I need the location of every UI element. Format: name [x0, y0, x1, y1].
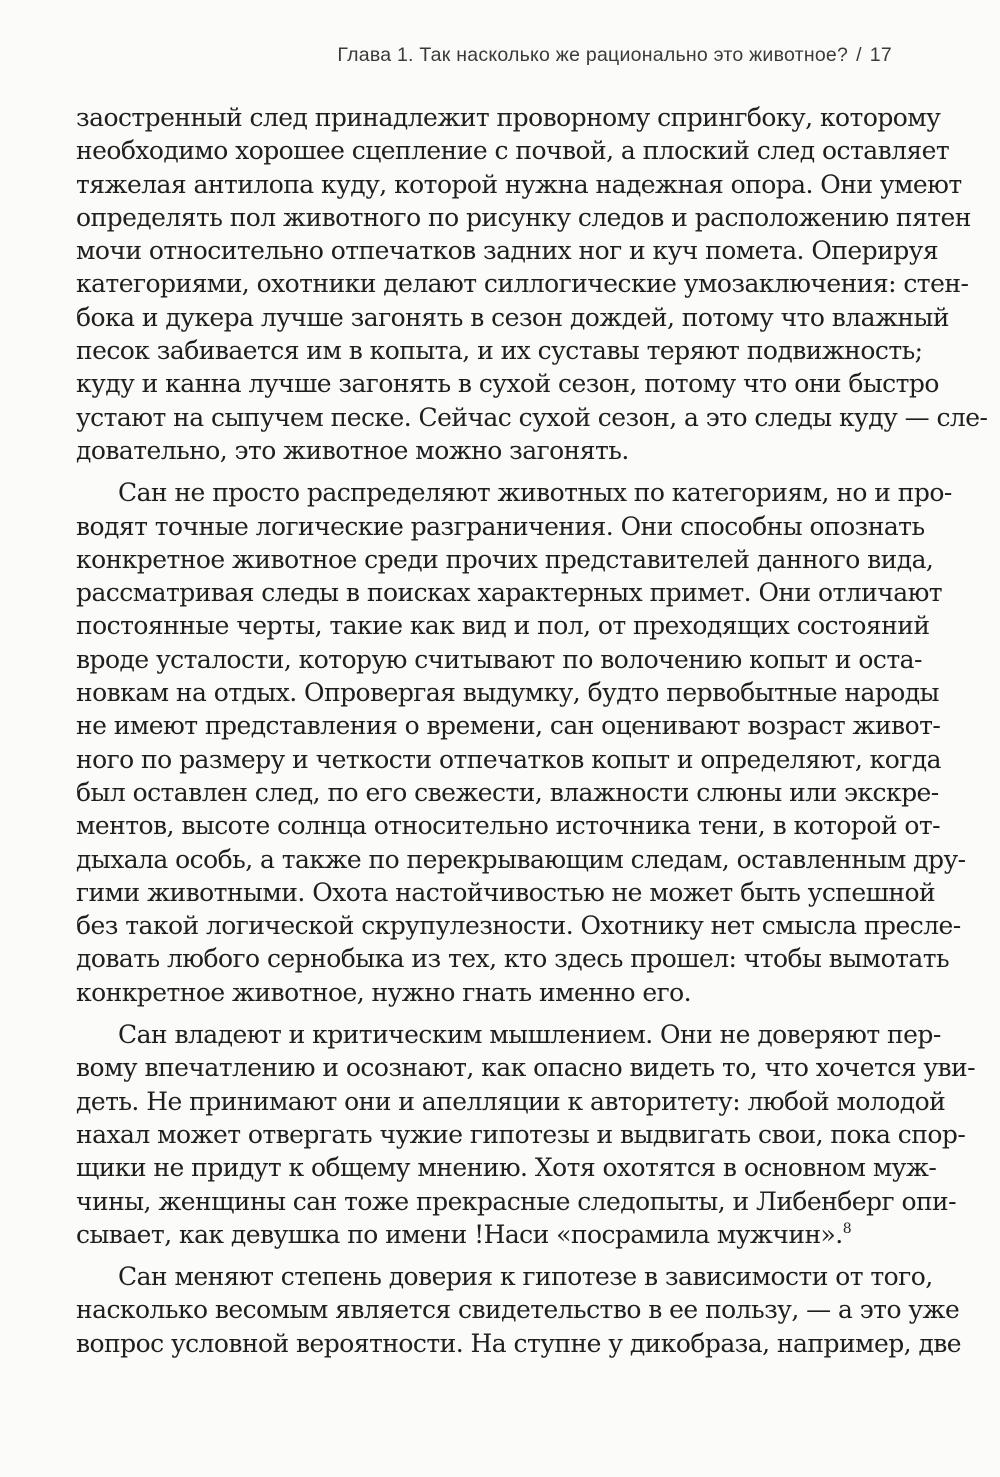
body-text [76, 101, 988, 1360]
text-line: ного по размеру и четкости отпечатков копыт и определяют, когда [76, 744, 941, 774]
text-line: рассматривая следы в поисках характерных примет. Они отличают [76, 578, 943, 608]
text-line: не имеют представления о времени, сан оценивают возраст живот- [76, 711, 941, 741]
text-line: Сан меняют степень доверия к гипотезе в зависимости от того, [118, 1262, 933, 1292]
text-line: довать любого сернобыка из тех, кто здесь прошел: чтобы вымотать [76, 944, 950, 974]
text-line: вому впечатлению и осознают, как опасно видеть то, что хочется уви- [76, 1053, 976, 1083]
text-line: деть. Не принимают они и апелляции к авторитету: любой молодой [76, 1086, 946, 1116]
paragraph-2 [76, 476, 966, 1009]
text-line: устают на сыпучем песке. Сейчас сухой сезон, а это следы куду — сле- [76, 402, 988, 432]
text-line: довательно, это животное можно загонять. [76, 435, 629, 465]
text-line: постоянные черты, такие как вид и пол, от преходящих состояний [76, 611, 930, 641]
text-line: вопрос условной вероятности. На ступне у дикобраза, например, две [76, 1328, 962, 1358]
text-line: мочи относительно отпечатков задних ног и куч помета. Оперируя [76, 236, 939, 266]
text-line: гими животными. Охота настойчивостью не может быть успешной [76, 877, 936, 907]
paragraph-4 [76, 1260, 962, 1360]
text-line: определять пол животного по рисунку следов и расположению пятен [76, 202, 971, 232]
page-number: 17 [869, 44, 892, 66]
text-line: бока и дукера лучше загонять в сезон дождей, потому что влажный [76, 302, 949, 332]
text-line: новкам на отдых. Опровергая выдумку, будто первобытные народы [76, 678, 939, 708]
text-line-with-footnote [76, 1218, 896, 1251]
text-line: водят точные логические разграничения. Они способны опознать [76, 511, 925, 541]
text-line: чины, женщины сан тоже прекрасные следопыты, и Либенберг опи- [76, 1186, 957, 1216]
running-head [240, 44, 892, 67]
text-line: сывает, как девушка по имени !Наси «посрамила мужчин». [76, 1219, 843, 1249]
text-line: конкретное животное, нужно гнать именно его. [76, 977, 692, 1007]
text-line: необходимо хорошее сцепление с почвой, а плоский след оставляет [76, 136, 950, 166]
text-line: вроде усталости, которую считывают по волочению копыт и оста- [76, 644, 922, 674]
text-line: ментов, высоте солнца относительно источника тени, в которой от- [76, 811, 941, 841]
text-line: Сан владеют и критическим мышлением. Они не доверяют пер- [118, 1020, 941, 1050]
text-line: нахал может отвергать чужие гипотезы и выдвигать свои, пока спор- [76, 1119, 966, 1149]
header-separator: / [856, 44, 862, 66]
text-line: категориями, охотники делают силлогические умозаключения: стен- [76, 269, 969, 299]
text-line: конкретное животное среди прочих представителей данного вида, [76, 544, 934, 574]
text-line: тяжелая антилопа куду, которой нужна надежная опора. Они умеют [76, 169, 962, 199]
text-line: дыхала особь, а также по перекрывающим следам, оставленным дру- [76, 844, 966, 874]
text-line: песок забивается им в копыта, и их суставы теряют подвижность; [76, 336, 923, 366]
text-line: заостренный след принадлежит проворному спрингбоку, которому [76, 103, 941, 132]
text-line: куду и канна лучше загонять в сухой сезон, потому что они быстро [76, 369, 939, 399]
footnote-ref: 8 [842, 1220, 852, 1237]
paragraph-1 [76, 101, 988, 467]
chapter-title: Глава 1. Так насколько же рационально это животное? [337, 44, 849, 66]
paragraph-3 [76, 1018, 976, 1251]
text-line: без такой логической скрупулезности. Охотнику нет смысла пресле- [76, 911, 961, 941]
text-line: был оставлен след, по его свежести, влажности слюны или экскре- [76, 777, 939, 807]
text-line: щики не придут к общему мнению. Хотя охотятся в основном муж- [76, 1153, 937, 1183]
text-line: Сан не просто распределяют животных по категориям, но и про- [118, 478, 952, 508]
text-line: насколько весомым является свидетельство в ее пользу, — а это уже [76, 1295, 960, 1325]
